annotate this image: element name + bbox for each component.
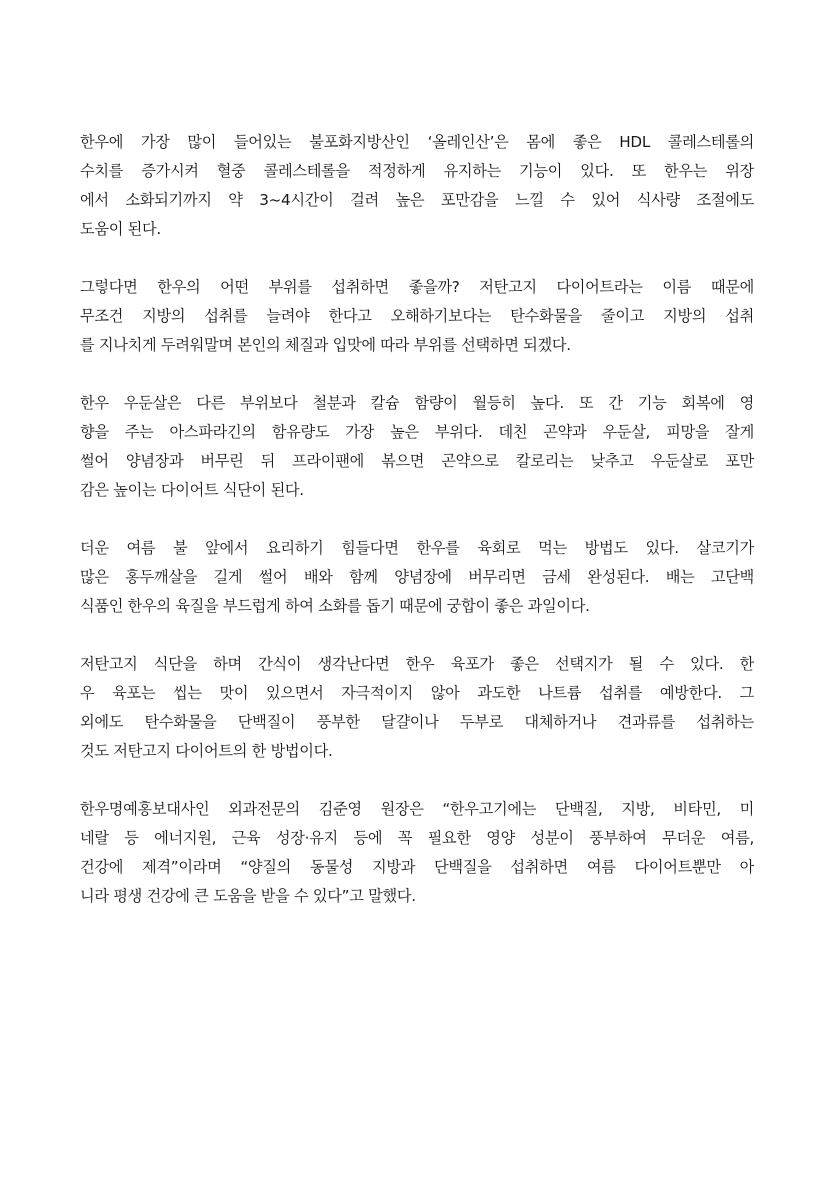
text-line: 에서 소화되기까지 약 3~4시간이 걸려 높은 포만감을 느낄 수 있어 식사량 조절에도 xyxy=(80,191,754,209)
text-line: 무조건 지방의 섭취를 늘려야 한다고 오해하기보다는 탄수화물을 줄이고 지방의 섭취 xyxy=(80,307,754,325)
text-line: 더운 여름 불 앞에서 요리하기 힘들다면 한우를 육회로 먹는 방법도 있다. 살코기가 xyxy=(80,539,754,557)
text-line: 향을 주는 아스파라긴의 함유량도 가장 높은 부위다. 데친 곤약과 우둔살, 피망을 잘게 xyxy=(80,423,754,441)
text-line: 도움이 된다. xyxy=(80,220,161,238)
text-line: 감은 높이는 다이어트 식단이 된다. xyxy=(80,481,304,499)
text-line: 한우에 가장 많이 들어있는 불포화지방산인 ‘올레인산’은 몸에 좋은 HDL 콜레스테롤의 xyxy=(80,133,754,151)
paragraph xyxy=(80,534,754,621)
text-line: 외에도 탄수화물을 단백질이 풍부한 달걀이나 두부로 대체하거나 견과류를 섭취하는 xyxy=(80,713,754,731)
text-line: 니라 평생 건강에 큰 도움을 받을 수 있다”고 말했다. xyxy=(80,887,416,905)
paragraph xyxy=(80,128,754,244)
paragraph xyxy=(80,795,754,911)
text-line: 한우명예홍보대사인 외과전문의 김준영 원장은 “한우고기에는 단백질, 지방, 비타민, 미 xyxy=(80,800,754,818)
text-line: 것도 저탄고지 다이어트의 한 방법이다. xyxy=(80,742,333,760)
text-line: 를 지나치게 두려워말며 본인의 체질과 입맛에 따라 부위를 선택하면 되겠다. xyxy=(80,336,571,354)
text-line: 우 육포는 씹는 맛이 있으면서 자극적이지 않아 과도한 나트륨 섭취를 예방한다. 그 xyxy=(80,684,754,702)
text-line: 한우 우둔살은 다른 부위보다 철분과 칼슘 함량이 월등히 높다. 또 간 기능 회복에 영 xyxy=(80,394,754,412)
text-line: 네랄 등 에너지원, 근육 성장·유지 등에 꼭 필요한 영양 성분이 풍부하여 무더운 여름, xyxy=(80,829,754,847)
text-line: 수치를 증가시켜 혈중 콜레스테롤을 적정하게 유지하는 기능이 있다. 또 한우는 위장 xyxy=(80,162,754,180)
text-line: 그렇다면 한우의 어떤 부위를 섭취하면 좋을까? 저탄고지 다이어트라는 이름 때문에 xyxy=(80,278,754,296)
text-line: 저탄고지 식단을 하며 간식이 생각난다면 한우 육포가 좋은 선택지가 될 수 있다. 한 xyxy=(80,655,754,673)
text-line: 많은 홍두깨살을 길게 썰어 배와 함께 양념장에 버무리면 금세 완성된다. 배는 고단백 xyxy=(80,568,754,586)
text-line: 썰어 양념장과 버무린 뒤 프라이팬에 볶으면 곤약으로 칼로리는 낮추고 우둔살로 포만 xyxy=(80,452,754,470)
text-line: 식품인 한우의 육질을 부드럽게 하여 소화를 돕기 때문에 궁합이 좋은 과일이다. xyxy=(80,597,590,615)
paragraph xyxy=(80,273,754,360)
article-body xyxy=(80,128,754,940)
paragraph xyxy=(80,650,754,766)
paragraph xyxy=(80,389,754,505)
text-line: 건강에 제격”이라며 “양질의 동물성 지방과 단백질을 섭취하면 여름 다이어트뿐만 아 xyxy=(80,858,754,876)
